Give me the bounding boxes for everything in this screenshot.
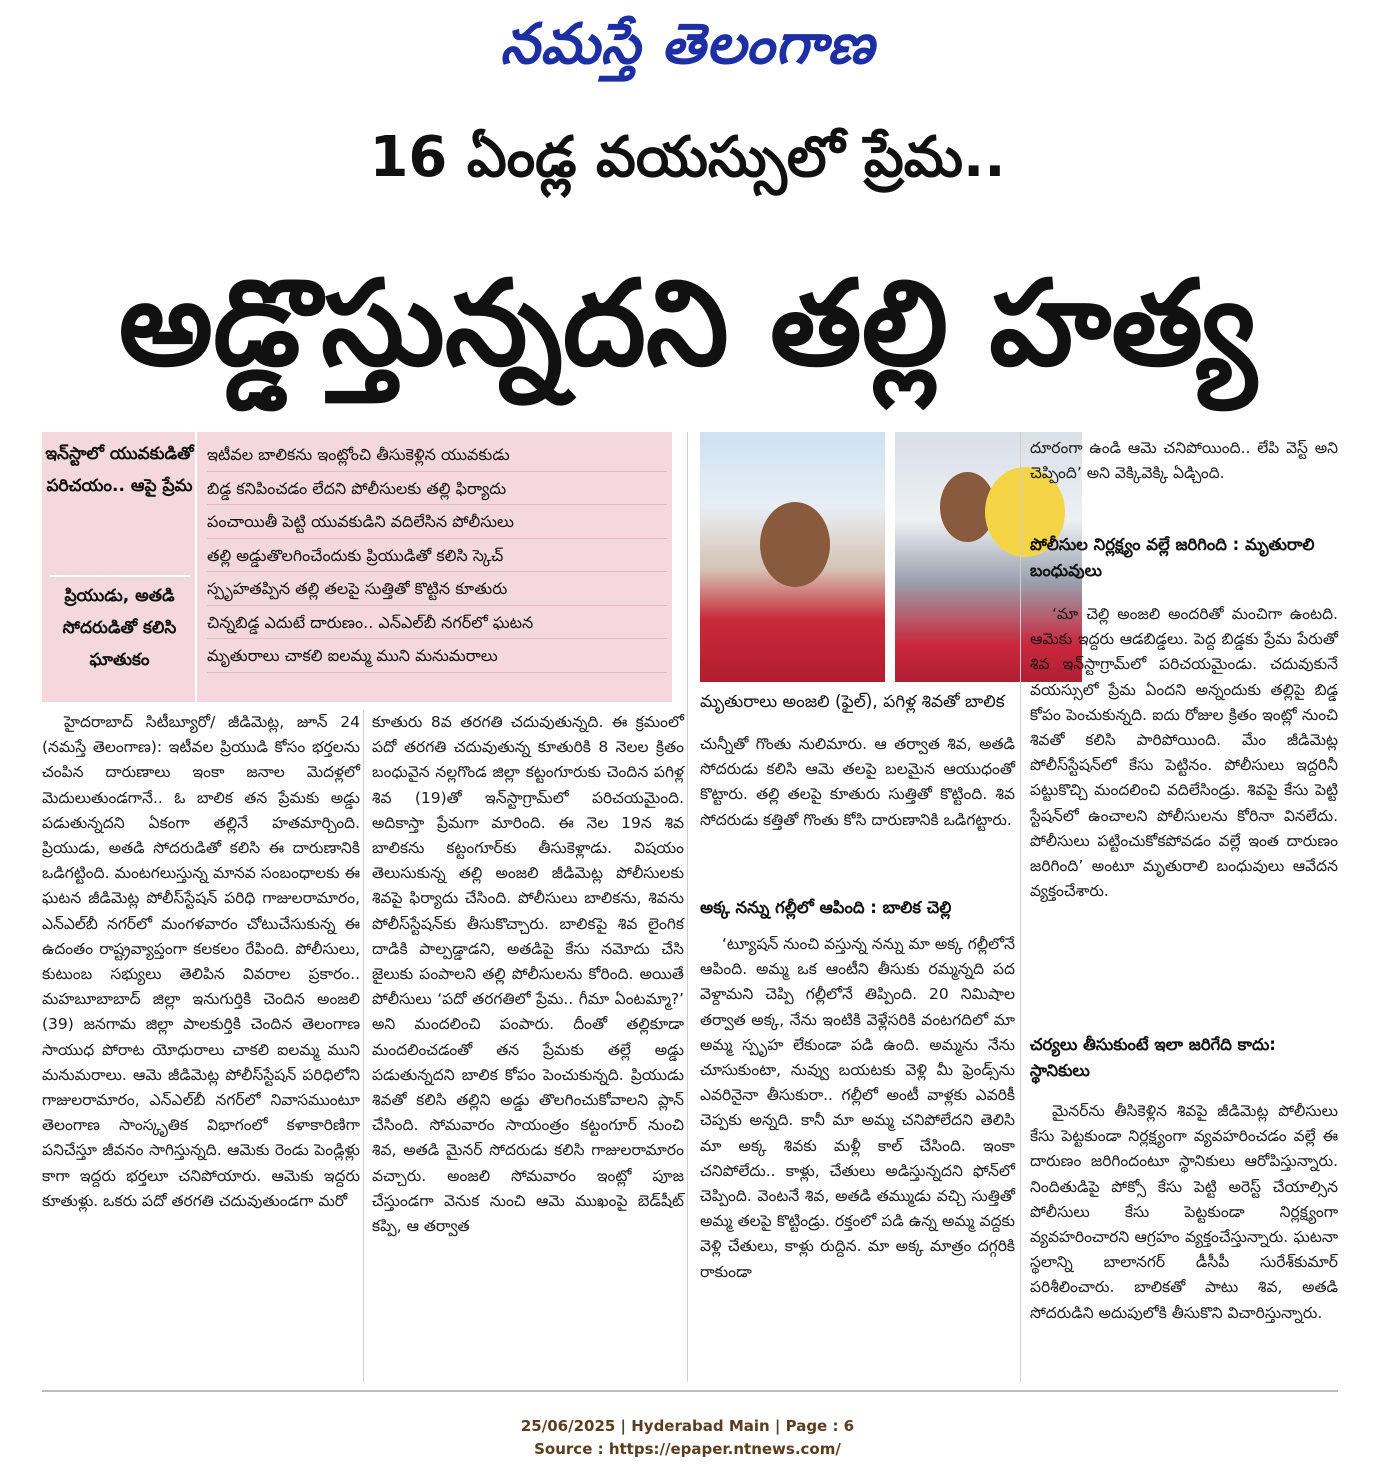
main-headline: అడ్డొస్తున్నదని తల్లి హత్య [118, 254, 1257, 392]
footer-date-edition: 25/06/2025 | Hyderabad Main | Page : 6 [520, 1417, 855, 1435]
article-column-2 [372, 710, 684, 1239]
subheading-relatives: పోలీసుల నిర్లక్ష్యం వల్లే జరిగింది : మృతురాలి బంధువులు [1030, 535, 1315, 580]
highlight-item: మృతురాలు చాకలి ఐలమ్మ ముని మనుమరాలు [207, 639, 667, 673]
highlight-divider [50, 575, 190, 577]
highlights-box [42, 432, 672, 702]
victim-photo [700, 432, 885, 682]
article-column-3b [700, 932, 1015, 1285]
article-paragraph: హైదరాబాద్ సిటీబ్యూరో/ జీడిమెట్ల, జూన్ 24 (నమస్తే తెలంగాణ): ఇటీవల ప్రియుడి కోసం భర్తలను చంపిన దారుణాలు ఇంకా జనాల మెదళ్లలో మెదులుతుండగానే.. ఓ బాలిక తన ప్రేమకు అడ్డు పడుతున్నదని ఏకంగా తల్లినే హతమార్చింది. ప్రియుడు, అతడి సోదరుడితో కలిసి ఈ దారుణానికి ఒడిగట్టింది. మంటగలుస్తున్న మానవ సంబంధాలకు ఈ ఘటన జీడిమెట్ల పోలీస్‌స్టేషన్ పరిధి గాజులరామారం, ఎన్‌ఎల్‌బీ నగర్‌లో మంగళవారం చోటుచేసుకున్న ఈ ఉదంతం రాష్ట్రవ్యాప్తంగా కలకలం రేపింది. పోలీసులు, కుటుంబ సభ్యులు తెలిపిన వివరాల ప్రకారం.. మహబూబాబాద్ జిల్లా ఇనుగుర్తికి చెందిన అంజలి (39) జనగామ జిల్లా పాలకుర్తికి చెందిన తెలంగాణ సాయుధ పోరాట యోధురాలు చాకలి ఐలమ్మ ముని మనుమరాలు. ఆమె జీడిమెట్ల పోలీస్‌స్టేషన్ పరిధిలోని గాజులరామారం, ఎన్‌ఎల్‌బీ నగర్‌లో నివాసముంటూ తెలంగాణ సాంస్కృతిక విభాగంలో కళాకారిణిగా పనిచేస్తూ జీవనం సాగిస్తున్నది. ఆమెకు రెండు పెండ్లిళ్లు కాగా ఇద్దరు భర్తలూ చనిపోయారు. ఆమెకు ఇద్దరు కూతుళ్లు. ఒకరు పదో తరగతి చదువుతుండగా మరో [42, 713, 360, 1210]
highlights-labels [42, 432, 197, 702]
photo-caption: మృతురాలు అంజలి (ఫైల్), పగిళ్ల శివతో బాలిక [700, 692, 1005, 712]
highlight-item: స్పృహతప్పిన తల్లి తలపై సుత్తితో కొట్టిన కూతురు [207, 572, 667, 606]
column-divider [687, 432, 688, 1382]
article-column-1 [42, 710, 360, 1214]
article-paragraph: చున్నీతో గొంతు నులిమారు. ఆ తర్వాత శివ, అతడి సోదరుడు కలిసి ఆమె తలపై బలమైన ఆయుధంతో కొట్టారు. తల్లి తలపై కూతురు సుత్తితో కొట్టింది. శివ సోదరుడు కత్తితో గొంతు కోసి దారుణానికి ఒడిగట్టారు. [700, 735, 1015, 829]
column-divider [1020, 432, 1021, 1382]
kicker-headline: 16 ఏండ్ల వయస్సులో ప్రేమ.. [369, 125, 1006, 190]
highlight-item: బిడ్డ కనిపించడం లేదని పోలీసులకు తల్లి ఫిర్యాదు [207, 472, 667, 506]
article-column-4c [1030, 1099, 1338, 1326]
article-paragraph: ‘మా చెల్లి అంజలి అందరితో మంచిగా ఉంటది. ఆమెకు ఇద్దరు ఆడబిడ్డలు. పెద్ద బిడ్డకు ప్రేమ పేరుతో శివ ఇన్‌స్టాగ్రామ్‌లో పరిచయమైండు. చదువుకునే వయస్సులో ప్రేమ ఏందని అన్నందుకు తల్లిపై బిడ్డ కోపం పెంచుకున్నది. ఐదు రోజుల క్రితం ఇంట్లో నుంచి శివతో కలిసి పారిపోయింది. మేం జీడిమెట్ల పోలీస్‌స్టేషన్‌లో కేసు పెట్టినం. పోలీసులు ఇద్దరినీ పట్టుకొచ్చి మందలించి వదిలేసిండ్రు. శివపై కేసు పెట్టి స్టేషన్‌లో ఉంచాలని పోలీసులను కోరినా వినలేదు. పోలీసులు పట్టించుకోకపోవడం వల్లే ఇంత దారుణం జరిగింది’ అంటూ మృతురాలి బంధువులు ఆవేదన వ్యక్తంచేశారు. [1030, 605, 1338, 901]
footer-rule [42, 1390, 1338, 1392]
highlight-item: తల్లి అడ్డుతొలగించేందుకు ప్రియుడితో కలిసి స్కెచ్ [207, 539, 667, 573]
highlight-item: చిన్నబిడ్డ ఎదుటే దారుణం.. ఎన్‌ఎల్‌బీ నగర్‌లో ఘటన [207, 606, 667, 640]
article-paragraph: కూతురు 8వ తరగతి చదువుతున్నది. ఈ క్రమంలో పదో తరగతి చదువుతున్న కూతురికి 8 నెలల క్రితం బంధువైన నల్లగొండ జిల్లా కట్టంగూరుకు చెందిన పగిళ్ల శివ (19)తో ఇన్‌స్టాగ్రామ్‌లో పరిచయమైంది. అదికాస్తా ప్రేమగా మారింది. ఈ నెల 19న శివ బాలికను కట్టంగూర్‌కు తీసుకెళ్లాడు. విషయం తెలుసుకున్న తల్లి అంజలి జీడిమెట్ల పోలీసులకు శివపై ఫిర్యాదు చేసింది. పోలీసులు బాలికను, శివను పోలీస్‌స్టేషన్‌కు తీసుకొచ్చారు. బాలికపై శివ లైంగిక దాడికి పాల్పడ్డాడని, అతడిపై కేసు నమోదు చేసి జైలుకు పంపాలని తల్లి పోలీసులను కోరింది. అయితే పోలీసులు ‘పదో తరగతిలో ప్రేమ.. గీమా ఏంటమ్మా?’ అని మందలించి పంపారు. దీంతో తల్లికూడా మందలించడంతో తన ప్రేమకు తల్లే అడ్డు పడుతున్నదని బాలిక కోపం పెంచుకున్నది. ప్రియుడు శివతో కలిసి తల్లిని అడ్డు తొలగించుకోవాలని ప్లాన్ చేసింది. సోమవారం సాయంత్రం కట్టంగూర్ నుంచి శివ, అతడి మైనర్ సోదరుడు కలిసి గాజులరామారం వచ్చారు. అంజలి సోమవారం ఇంట్లో పూజ చేస్తుండగా వెనుక నుంచి ఆమె ముఖంపై బెడ్‌షీట్ కప్పి, ఆ తర్వాత [372, 713, 684, 1236]
subheading-locals: చర్యలు తీసుకుంటే ఇలా జరిగేది కాదు: స్థానికులు [1030, 1035, 1276, 1080]
face-shape [760, 502, 830, 587]
footer-source-link[interactable]: Source : https://epaper.ntnews.com/ [534, 1440, 841, 1458]
article-paragraph: మైనర్‌ను తీసికెళ్లిన శివపై జీడిమెట్ల పోలీసులు కేసు పెట్టకుండా నిర్లక్ష్యంగా వ్యవహరించడం వల్లే ఈ దారుణం జరిగిందంటూ స్థానికులు ఆరోపిస్తున్నారు. నిందితుడిపై పోక్సో కేసు పెట్టి అరెస్ట్ చేయాల్సిన పోలీసులు కేసు పెట్టకుండా నిర్లక్ష్యంగా వ్యవహరించారని ఆగ్రహం వ్యక్తంచేస్తున్నారు. ఘటనా స్థలాన్ని బాలానగర్ డీసీపీ సురేశ్‌కుమార్ పరిశీలించారు. బాలికతో పాటు శివ, అతడి సోదరుడిని అదుపులోకి తీసుకొని విచారిస్తున్నారు. [1030, 1102, 1338, 1322]
masthead-logo: నమస్తే తెలంగాణ [500, 11, 875, 77]
highlight-item: పంచాయితీ పెట్టి యువకుడిని వదిలేసిన పోలీసులు [207, 505, 667, 539]
highlight-item: ఇటీవల బాలికను ఇంట్లోంచి తీసుకెళ్లిన యువకుడు [207, 438, 667, 472]
article-column-3 [700, 732, 1015, 833]
article-column-4b [1030, 602, 1338, 904]
column-divider [363, 710, 364, 1382]
article-paragraph: దూరంగా ఉండి ఆమె చనిపోయింది.. లేపి వెస్ట్ అని చెప్పింది’ అని వెక్కివెక్కి ఏడ్చింది. [1030, 439, 1338, 483]
highlight-label-2: ప్రియుడు, అతడి సోదరుడితో కలిసి ఘాతుకం [62, 586, 177, 670]
article-paragraph: ‘ట్యూషన్ నుంచి వస్తున్న నన్ను మా అక్క గల్లీలోనే ఆపింది. అమ్మ ఒక ఆంటీని తీసుకు రమ్మన్నది పద వెళ్దామని చెప్పి గల్లీలోనే తిప్పింది. 20 నిమిషాల తర్వాత అక్క, నేను ఇంటికి వెళ్లేసరికి వంటగదిలో మా అమ్మ స్పృహ లేకుండా పడి ఉంది. అమ్మను నేను చూసుకుంటా, నువ్వు బయటకు వెళ్లి మీ ఫ్రెండ్స్‌ను ఎవరినైనా తీసుకురా.. గల్లీలో అంటీ వాళ్లకు ఎవరికీ చెప్పకు అన్నది. కానీ మా అమ్మ చనిపోలేదని తెలిసి మా అక్క శివకు మళ్లీ కాల్ చేసింది. ఇంకా చనిపోలేదు.. కాళ్లు, చేతులు అడిస్తున్నదని ఫోన్‌లో చెప్పింది. వెంటనే శివ, అతడి తమ్ముడు వచ్చి సుత్తితో అమ్మ తలపై కొట్టిండ్రు. రక్తంలో పడి ఉన్న అమ్మ వద్దకు వెళ్లి చేతులు, కాళ్లు రుద్దిన. మా అక్క మాత్రం దగ్గరికి రాకుండా [700, 935, 1015, 1281]
article-column-4 [1030, 436, 1338, 486]
highlight-list [207, 438, 667, 673]
highlight-label-1: ఇన్‌స్టాలో యువకుడితో పరిచయం.. ఆపై ప్రేమ [45, 444, 194, 496]
subheading-sister: అక్క నన్ను గల్లీలో ఆపింది : బాలిక చెల్లి [700, 898, 952, 917]
